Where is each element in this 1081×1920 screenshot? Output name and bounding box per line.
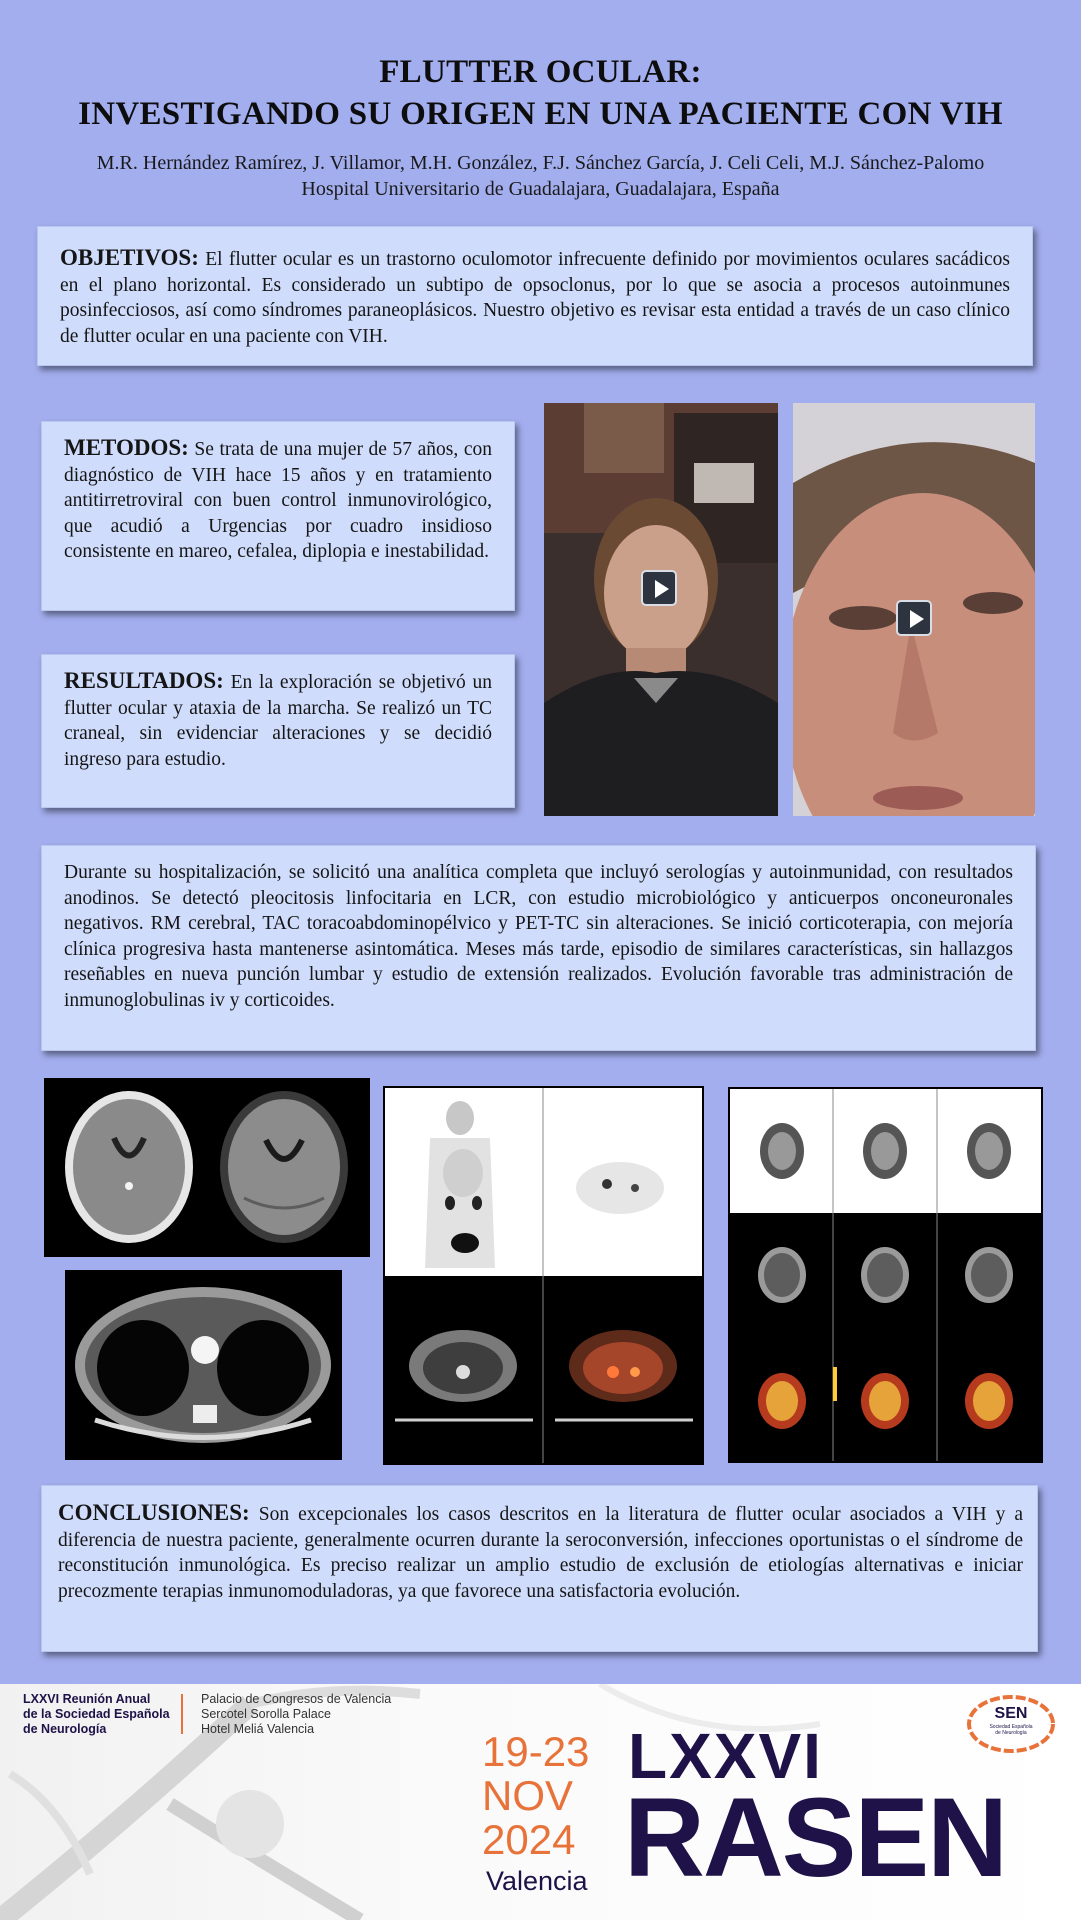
poster-title-line1: FLUTTER OCULAR: [379, 54, 702, 90]
sen-logo [966, 1694, 1056, 1754]
brain-ct-mri-graphic [44, 1078, 370, 1257]
objetivos-heading: OBJETIVOS: [60, 245, 199, 270]
event-name-line3: de Neurología [23, 1722, 107, 1736]
objetivos-text: El flutter ocular es un trastorno oculomotor infrecuente definido por movimientos oculares sacádicos en el plano horizontal. Es considerado un subtipo de opsoclonus, por lo que se asocia a procesos autoinmunes posinfecciosos, así como síndromes paraneoplásicos. Nuestro objetivo es revisar esta entidad a través de un caso clínico de flutter ocular en una paciente con VIH. [60, 249, 1011, 347]
sen-logo-sub1: Sociedad Española [989, 1724, 1033, 1730]
conclusiones-box [41, 1485, 1038, 1652]
conclusiones-text: Son excepcionales los casos descritos en la literatura de flutter ocular asociados a VIH y a diferencia de nuestra paciente, generalmente ocurren durante la seroconversión, infecciones oportunistas o el síndrome de reconstitución inmunológica. Es preciso realizar un amplio estudio de exclusión de etiologías alternativas e iniciar precozmente terapias inmunomoduladoras, ya que favorece una satisfactoria evolución. [58, 1504, 1023, 1602]
venues [201, 1692, 391, 1737]
event-dates [482, 1730, 589, 1862]
event-city: Valencia [486, 1866, 588, 1896]
resultados-heading: RESULTADOS: [64, 668, 224, 693]
hospitalizacion-box [41, 845, 1036, 1051]
footer-divider [181, 1694, 183, 1734]
resultados-box [41, 654, 515, 808]
poster-title-line2: INVESTIGANDO SU ORIGEN EN UNA PACIENTE CON VIH [78, 96, 1003, 132]
venue-line2: Sercotel Sorolla Palace [201, 1707, 331, 1721]
brain-ct-mri-image [44, 1078, 370, 1257]
metodos-heading: METODOS: [64, 435, 189, 460]
metodos-box [41, 421, 515, 611]
conclusiones-heading: CONCLUSIONES: [58, 1500, 250, 1525]
thorax-ct-graphic [65, 1270, 342, 1460]
event-year: 2024 [482, 1816, 576, 1863]
sen-logo-text: SEN [994, 1705, 1028, 1722]
pet-ct-body-image [383, 1086, 704, 1465]
affiliation: Hospital Universitario de Guadalajara, Guadalajara, España [301, 178, 780, 200]
brand-bottom: RASEN [624, 1775, 1007, 1900]
event-name-line2: de la Sociedad Española [23, 1707, 170, 1721]
metodos-text: Se trata de una mujer de 57 años, con diagnóstico de VIH hace 15 años y en tratamiento antitirretroviral con buen control inmunovirológico, que acudió a Urgencias por cuadro insidioso consistente en mareo, cefalea, diplopia e inestabilidad. [64, 439, 492, 563]
pet-ct-body-graphic [385, 1088, 702, 1463]
play-icon[interactable] [641, 570, 677, 606]
resultados-text: En la exploración se objetivó un flutter ocular y ataxia de la marcha. Se realizó un TC craneal, sin evidenciar alteraciones y se decidió ingreso para estudio. [64, 672, 492, 770]
venue-line3: Hotel Meliá Valencia [201, 1722, 315, 1736]
event-days: 19-23 [482, 1728, 590, 1775]
thorax-ct-image [65, 1270, 342, 1460]
event-name [23, 1692, 170, 1737]
patient-video-1[interactable] [544, 403, 778, 816]
sen-logo-sub2: de Neurología [995, 1730, 1027, 1736]
event-month: NOV [482, 1772, 574, 1819]
venue-line1: Palacio de Congresos de Valencia [201, 1692, 392, 1706]
play-icon[interactable] [896, 600, 932, 636]
patient-video-1-frame [544, 403, 778, 816]
objetivos-box [37, 226, 1033, 366]
pet-ct-brain-image [728, 1087, 1043, 1463]
patient-video-2[interactable] [793, 403, 1035, 816]
hospitalizacion-text: Durante su hospitalización, se solicitó una analítica completa que incluyó serologías y autoinmunidad, con resultados anodinos. Se detectó pleocitosis linfocitaria en LCR, con estudio microbiológico y anticuerpos onconeuronales negativos. RM cerebral, TAC toracoabdominopélvico y PET-TC sin alteraciones. Se inició corticoterapia, con mejoría clínica progresiva hasta mantenerse asintomática. Meses más tarde, episodio de similares características, sin hallazgos reseñables en nueva punción lumbar y estudio de extensión realizados. Evolución favorable tras administración de inmunoglobulinas iv y corticoides. [64, 862, 1013, 1011]
footer-banner [0, 1684, 1081, 1920]
pet-ct-brain-graphic [730, 1089, 1041, 1461]
sen-logo-subtitle [966, 1724, 1056, 1736]
event-name-line1: LXXVI Reunión Anual [23, 1692, 151, 1706]
authors: M.R. Hernández Ramírez, J. Villamor, M.H. González, F.J. Sánchez García, J. Celi Celi, M.J. Sánchez-Palomo [96, 152, 985, 174]
brand-top: LXXVI [628, 1720, 823, 1792]
